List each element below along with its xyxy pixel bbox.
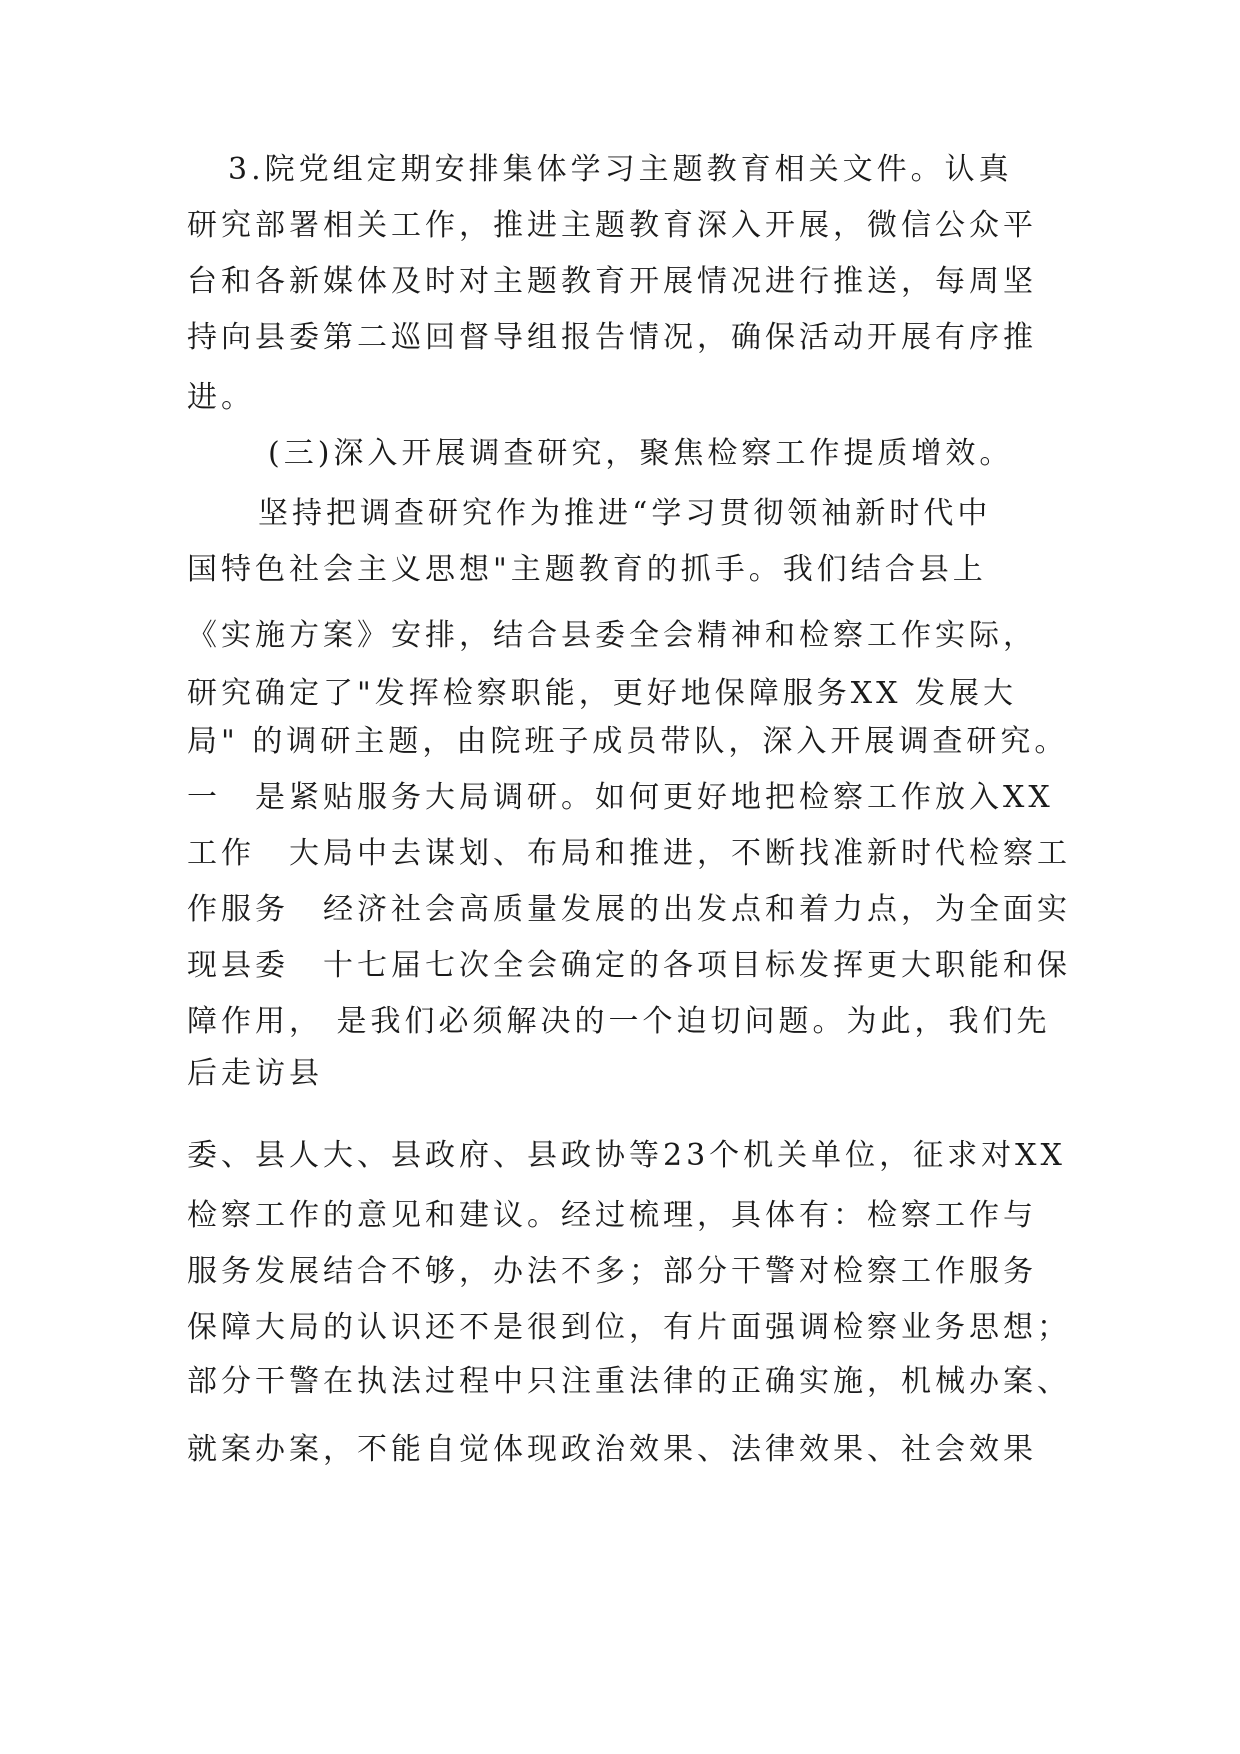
body-text-line: 《实施方案》安排，结合县委全会精神和检察工作实际， bbox=[187, 618, 1037, 653]
body-text-line: 现县委 十七届七次全会确定的各项目标发挥更大职能和保 bbox=[187, 948, 1071, 983]
body-text-line: 进。 bbox=[187, 380, 255, 415]
paragraph-item-3-line: 3.院党组定期安排集体学习主题教育相关文件。认真 bbox=[228, 152, 1013, 187]
body-text-line: 部分干警在执法过程中只注重法律的正确实施，机械办案、 bbox=[187, 1364, 1071, 1399]
body-text-line: 就案办案，不能自觉体现政治效果、法律效果、社会效果 bbox=[187, 1432, 1037, 1467]
body-text-line: 障作用， 是我们必须解决的一个迫切问题。为此，我们先 bbox=[187, 1004, 1051, 1039]
body-text-line: 局" 的调研主题，由院班子成员带队，深入开展调查研究。 bbox=[187, 724, 1069, 759]
body-text-line: 工作 大局中去谋划、布局和推进，不断找准新时代检察工 bbox=[187, 836, 1071, 871]
body-text-line: 持向县委第二巡回督导组报告情况，确保活动开展有序推 bbox=[187, 320, 1037, 355]
section-heading: (三)深入开展调查研究，聚焦检察工作提质增效。 bbox=[268, 436, 1014, 471]
body-text-line: 后走访县 bbox=[187, 1056, 323, 1091]
body-text-line: 保障大局的认识还不是很到位，有片面强调检察业务思想； bbox=[187, 1310, 1071, 1345]
body-text-line: 坚持把调查研究作为推进“学习贯彻领袖新时代中 bbox=[258, 496, 992, 531]
body-text-line: 作服务 经济社会高质量发展的出发点和着力点，为全面实 bbox=[187, 892, 1071, 927]
body-text-line: 委、县人大、县政府、县政协等23个机关单位，征求对XX bbox=[187, 1138, 1066, 1173]
body-text-line: 国特色社会主义思想"主题教育的抓手。我们结合县上 bbox=[187, 552, 987, 587]
body-text-line: 一 是紧贴服务大局调研。如何更好地把检察工作放入XX bbox=[187, 780, 1054, 815]
body-text-line: 研究确定了"发挥检察职能，更好地保障服务XX 发展大 bbox=[187, 676, 1018, 711]
body-text-line: 研究部署相关工作，推进主题教育深入开展，微信公众平 bbox=[187, 208, 1037, 243]
body-text-line: 检察工作的意见和建议。经过梳理，具体有：检察工作与 bbox=[187, 1198, 1037, 1233]
body-text-line: 台和各新媒体及时对主题教育开展情况进行推送，每周坚 bbox=[187, 264, 1037, 299]
body-text-line: 服务发展结合不够，办法不多；部分干警对检察工作服务 bbox=[187, 1254, 1037, 1289]
